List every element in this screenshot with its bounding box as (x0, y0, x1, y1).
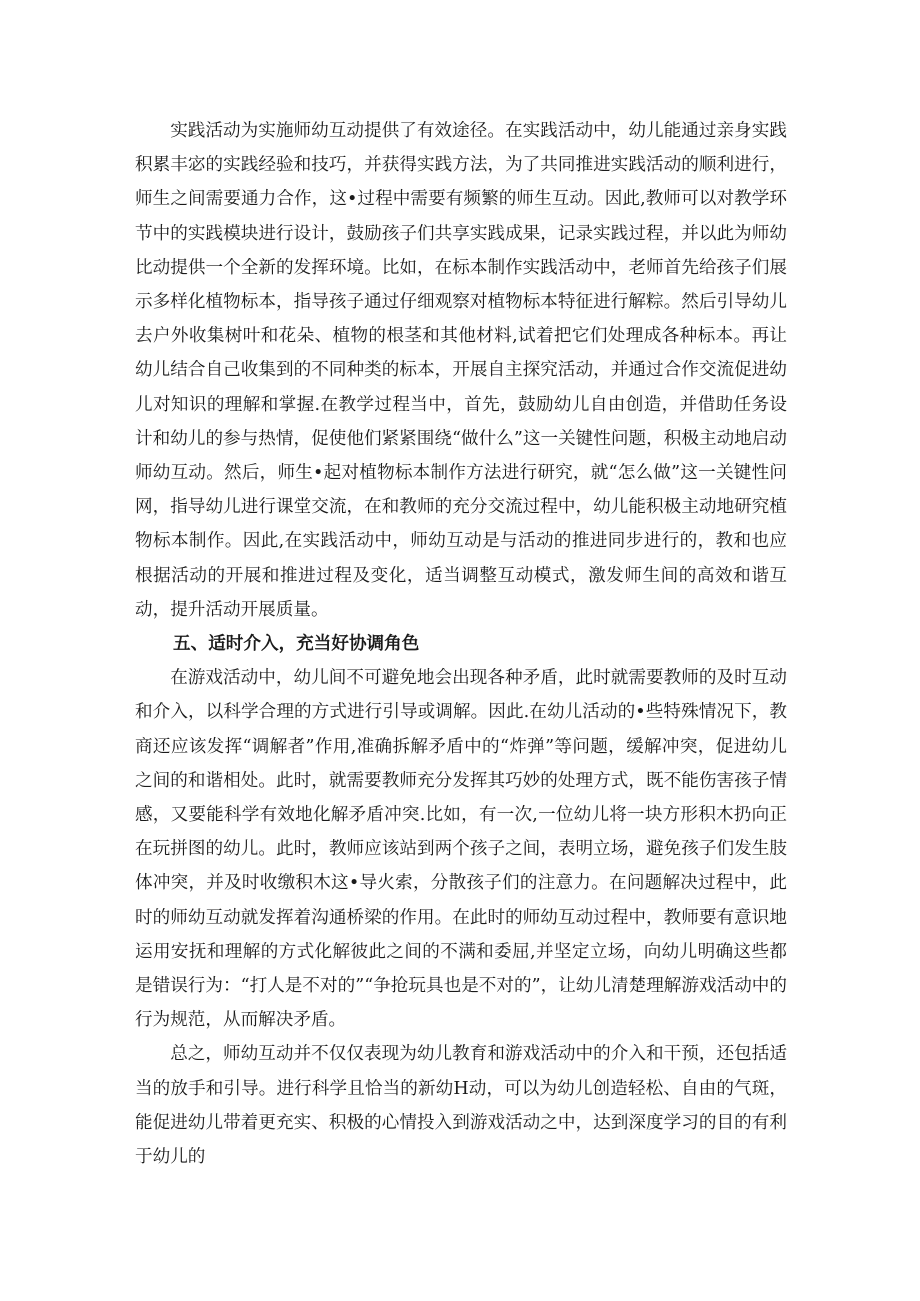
paragraph-practice-activities: 实践活动为实施师幼互动提供了有效途径。在实践活动中，幼儿能通过亲身实践积累丰宓的实践经验和技巧，并获得实践方法，为了共同推进实践活动的顺利进行，师生之间需要通力合作，这•过程中需要有频繁的师生互动。因此,教师可以对教学环节中的实践模块进行设计，鼓励孩子们共享实践成果，记录实践过程，并以此为师幼比动提供一个全新的发挥环境。比如，在标本制作实践活动中，老师首先给孩子们展示多样化植物标本，指导孩子通过仔细观察对植物标本特征进行解粽。然后引导幼儿去户外收集树叶和花朵、植物的根茎和其他材料,试着把它们处理成各种标本。再让幼儿结合自己收集到的不同种类的标本，开展自主探究活动，并通过合作交流促进幼儿对知识的理解和掌握.在教学过程当中，首先，鼓励幼儿自由创造，并借助任务设计和幼儿的参与热情，促使他们紧紧围绕“做什么”这一关键性问题，积极主动地启动师幼互动。然后，师生•起对植物标本制作方法进行研究，就“怎么做”这一关键性问网，指导幼儿进行课堂交流，在和教师的充分交流过程中，幼儿能积极主动地研究植物标本制作。因此,在实践活动中，师幼互动是与活动的推进同步进行的，教和也应根据活动的开展和推进过程及变化，适当调整互动模式，激发师生间的高效和谐互动，提升活动开展质量。 (135, 121, 787, 620)
paragraph-game-activities: 在游戏活动中，幼儿间不可避免地会出现各种矛盾，此时就需要教师的及时互动和介入，以科学合理的方式进行引导或调解。因此.在幼儿活动的•些特殊情况下，教商还应该发挥“调解者”作用,准确拆解矛盾中的“炸弹”等问题，缓解冲突，促进幼儿之间的和谐相处。此时，就需要教师充分发挥其巧妙的处理方式，既不能伤害孩子情感，又要能科学有效地化解矛盾冲突.比如，有一次,一位幼儿将一块方形积木扔向正在玩拼图的幼儿。此时，教师应该站到两个孩子之间，表明立场，避免孩子们发生肢体冲突，并及时收缴积木这•导火索，分散孩子们的注意力。在问题解决过程中，此时的师幼互动就发挥着沟通桥梁的作用。在此时的师幼互动过程中，教师要有意识地运用安抚和理解的方式化解彼此之间的不满和委屈,并坚定立场，向幼儿明确这些都是错误行为：“打人是不对的”“争抢玩具也是不对的”，让幼儿清楚理解游戏活动中的行为规范，从而解决矛盾。 (135, 668, 787, 1031)
document-page (135, 114, 787, 1174)
section-heading-5: 五、适时介入，充当好协调角色 (173, 634, 420, 655)
paragraph-summary: 总之，师幼互动并不仅仅表现为幼儿教育和游戏活动中的介入和干预，还包括适当的放手和引导。进行科学且恰当的新幼H动，可以为幼儿创造轻松、自由的气斑，能促进幼儿带着更充实、积极的心情投入到游戏活动之中，达到深度学习的目的有利于幼儿的 (135, 1044, 787, 1168)
